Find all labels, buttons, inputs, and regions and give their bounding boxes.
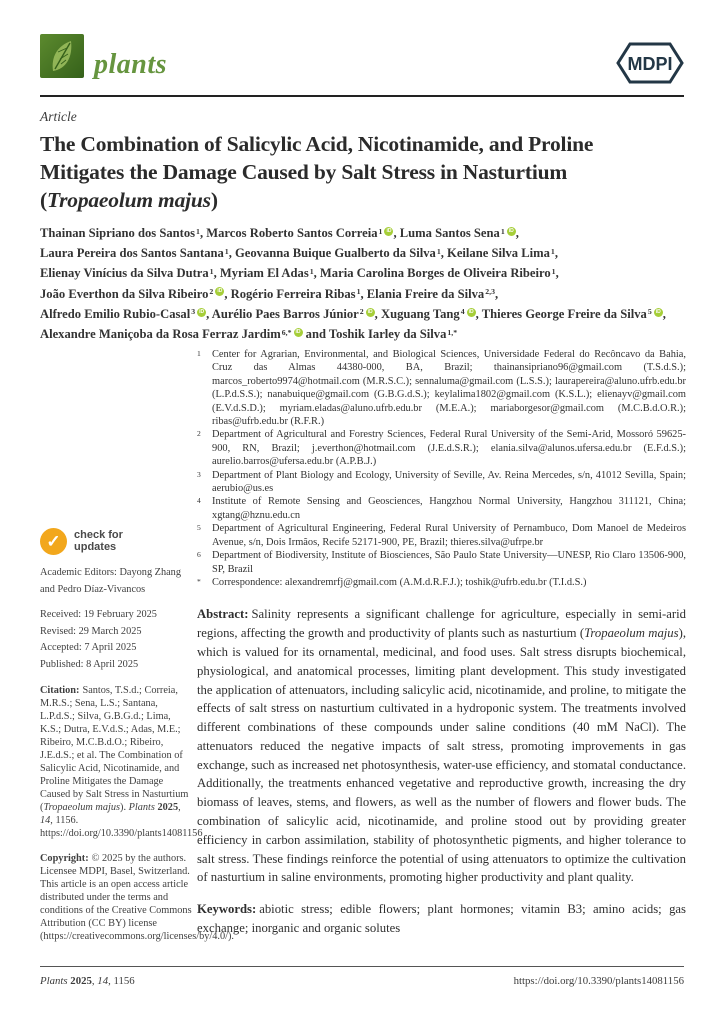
text-segment: 14 (97, 975, 109, 987)
badge-line2: updates (74, 540, 117, 553)
copyright-text: © 2025 by the authors. Licensee MDPI, Basel, Switzerland. This article is an open access article distributed under the terms and conditions of the Creative Commons Attribution (CC BY) license (https://creativecommons.org/licenses/by/4.0/). (40, 853, 234, 942)
author-affiliation-superscript: 1,* (447, 327, 458, 337)
author-affiliation-superscript: 1 (209, 266, 214, 276)
orcid-id-icon[interactable]: iD (655, 308, 661, 315)
citation-block (40, 684, 203, 840)
text-segment: , 1156 (108, 975, 135, 987)
author-affiliation-superscript: 1 (196, 226, 200, 236)
author-name: Thainan Sipriano dos Santos (40, 226, 196, 240)
orcid-id-icon[interactable]: iD (367, 308, 373, 315)
orcid-id-icon[interactable]: iD (508, 227, 514, 234)
date-label: Published: (40, 658, 87, 670)
author-name: João Everthon da Silva Ribeiro (40, 286, 209, 301)
affiliation-text: Department of Biodiversity, Institute of Biosciences, São Paulo State University—UNESP, Rio Claro 13506-900, SP, Brazil (212, 550, 686, 575)
author-name: Myriam El Adas (219, 266, 309, 281)
author-name: Luma Santos Sena (399, 226, 500, 240)
date-label: Accepted: (40, 642, 85, 653)
text-segment: Plants (128, 802, 155, 813)
author-name: Marcos Roberto Santos Correia (206, 226, 378, 240)
author-name: Alexandre Maniçoba da Rosa Ferraz Jardim (40, 327, 281, 342)
affiliation-item (197, 576, 686, 589)
author-affiliation-superscript: 1 (356, 287, 361, 297)
affiliation-item (197, 469, 686, 496)
orcid-id-icon[interactable]: iD (386, 227, 392, 234)
copyright-label: Copyright: (40, 853, 89, 864)
affiliation-item (197, 495, 686, 522)
author-affiliation-superscript: 2,3 (485, 287, 495, 297)
leaf-icon (40, 34, 84, 78)
author-affiliation-superscript: 3 (191, 307, 196, 317)
keywords-text: abiotic stress; edible flowers; plant hormones; vitamin B3; amino acids; gas exchange; inorganic and organic solutes (197, 902, 686, 936)
check-for-updates-label (74, 530, 123, 553)
author-name: Elienay Vinícius da Silva Dutra (40, 266, 209, 281)
affiliation-item (197, 348, 686, 428)
author-affiliation-superscript: 1 (436, 246, 441, 256)
affiliation-marker: * (197, 576, 201, 586)
text-segment: Tropaeolum majus (46, 188, 211, 212)
text-segment: 2025 (157, 802, 179, 813)
author-name: Xuguang Tang (380, 306, 460, 321)
affiliation-text: Department of Agricultural and Forestry Sciences, Federal Rural University of the Semi-Arid, Mossoró 59625-900, RN, Brazil; j.everthon@hotmail.com (J.E.d.S.R.); elania.silva@alunos.ufersa.edu.br (E.F.d.S.); aurelio.barros@ufersa.edu.br (A.P.B.J.) (212, 429, 686, 468)
journal-logo[interactable] (40, 34, 167, 78)
date-value: 7 April 2025 (84, 642, 137, 653)
orcid-id-icon[interactable]: iD (199, 308, 205, 315)
author-affiliation-superscript: 5 (647, 307, 652, 317)
text-segment: ) (210, 188, 218, 212)
text-segment: ( (40, 188, 47, 212)
footer-citation (40, 975, 135, 987)
author-affiliation-superscript: 6,* (281, 327, 292, 337)
author-name: Thieres George Freire da Silva (481, 306, 647, 321)
orcid-id-icon[interactable]: iD (468, 308, 474, 315)
affiliation-item (197, 428, 686, 468)
footer-doi-link[interactable]: https://doi.org/10.3390/plants14081156 (513, 975, 684, 987)
text-segment: Mitigates the Damage Caused by Salt Stress in Nasturtium (40, 160, 568, 184)
text-segment: Tropaeolum majus (584, 626, 679, 641)
affiliation-marker: 3 (197, 469, 201, 479)
citation-label: Citation: (40, 685, 80, 696)
text-segment: 14 (40, 815, 51, 826)
author-affiliation-superscript: 1 (224, 246, 229, 256)
footer (40, 975, 684, 987)
author-name: Laura Pereira dos Santos Santana (40, 246, 224, 261)
author-name: Aurélio Paes Barros Júnior (211, 306, 359, 321)
author-affiliation-superscript: 2 (359, 307, 364, 317)
author-affiliation-superscript: 4 (460, 307, 465, 317)
date-label: Revised: (40, 625, 79, 637)
history-date-line (40, 607, 192, 624)
text-segment: The Combination of Salicylic Acid, Nicotinamide, and Proline (40, 132, 594, 156)
affiliation-marker: 2 (197, 429, 201, 439)
header-rule (40, 95, 684, 97)
author-name: Elania Freire da Silva (366, 286, 485, 301)
affiliation-text: Institute of Remote Sensing and Geosciences, Hangzhou Normal University, Hangzhou 311121, China; xgtang@hznu.edu.cn (212, 496, 686, 521)
author-name: Geovanna Buique Gualberto da Silva (235, 246, 436, 261)
author-list: Thainan Sipriano dos Santos$^1$, Marcos Roberto Santos Correia$^1$ iD , Luma Santos Sena$^1$ iD , Laura Pereira dos Santos Santana$^1$, Geovanna Buique Gualberto da Silva$^1$, Keilane Silva Lima$^1$, Elienay Vinícius da Silva Dutra$^1$, Myriam El Adas$^1$, Maria Carolina Borges de Oliveira Ribeiro$^1$, João Everthon da Silva Ribeiro$^2$ iD , Rogério Ferreira Ribas$^1$, Elania Freire da Silva$^{2,3}$, Alfredo Emilio Rubio-Casal$^3$ iD , Aurélio Paes Barros Júnior$^2$ iD , Xuguang Tang$^4$ iD , Thieres George Freire da Silva$^5$ iD , Alexandre Maniçoba da Rosa Ferraz Jardim$^{6,*}$ iD and Toshik Iarley da Silva$^{1,*}$ (40, 226, 666, 342)
academic-editors: Academic Editors: Dayong Zhang and Pedro Díaz-Vivancos (40, 567, 181, 595)
check-for-updates-badge[interactable] (40, 528, 192, 555)
keywords-paragraph (197, 900, 686, 938)
affiliation-marker: 5 (197, 523, 201, 533)
affiliation-item (197, 522, 686, 549)
article-type-label: Article (40, 109, 77, 124)
abstract-label: Abstract: (197, 607, 249, 622)
abstract-text (197, 607, 686, 884)
text-segment: , (91, 975, 98, 987)
text-segment: , (178, 802, 181, 813)
author-affiliation-superscript: 2 (209, 287, 214, 297)
check-circle-icon: ✓ (40, 528, 67, 555)
text-segment: , 1156. https://doi.org/10.3390/plants14081156 (40, 815, 203, 839)
mdpi-hexagon-icon (616, 42, 684, 84)
text-segment: Tropaeolum majus (43, 802, 121, 813)
author-affiliation-superscript: 1 (551, 266, 556, 276)
author-affiliation-superscript: 1 (500, 226, 505, 236)
paper-title (40, 130, 690, 214)
mdpi-wordmark: MDPI (627, 54, 673, 74)
affiliation-marker: 4 (197, 496, 201, 506)
affiliation-text: Center for Agrarian, Environmental, and Biological Sciences, Universidade Federal do Recôncavo da Bahia, Cruz das Almas 44380-000, BA, Brazil; thainansipriano96@gmail.com (T.S.d.S.); marcos_roberto9974@hotmail.com (M.R.S.C.); sennaluma@gmail.com (L.S.S.); laurapereira@aluno.ufrb.edu.br (L.P.d.S.S.); nanabuique@gmail.com (G.B.G.d.S.); keylalima1802@gmail.com (K.S.L.); elienayv@gmail.com (E.V.d.S.D.); myriam.eladas@aluno.ufrb.edu.br (M.E.A.); mariaborgesor@gmail.com (M.C.B.d.O.R.); ribas@ufrb.edu.br (R.F.R.) (212, 349, 686, 428)
author-name: Rogério Ferreira Ribas (230, 286, 356, 301)
affiliation-list (197, 348, 686, 589)
history-dates (40, 607, 192, 673)
affiliation-marker: 6 (197, 550, 201, 560)
history-date-line (40, 624, 192, 641)
affiliation-marker: 1 (197, 349, 201, 358)
author-affiliation-superscript: 1 (550, 246, 555, 256)
mdpi-logo[interactable] (616, 42, 684, 89)
date-value: 19 February 2025 (83, 609, 157, 620)
affiliation-text: Department of Plant Biology and Ecology, University of Seville, Av. Reina Mercedes, s/n, 41012 Sevilla, Spain; aerubio@us.es (212, 469, 686, 495)
affiliation-text: Correspondence: alexandremrfj@gmail.com (A.M.d.R.F.J.); toshik@ufrb.edu.br (T.I.d.S.) (212, 576, 587, 588)
date-value: 8 April 2025 (86, 658, 139, 670)
history-date-line (40, 640, 192, 657)
keywords-label: Keywords: (197, 902, 257, 917)
abstract-paragraph (197, 605, 686, 887)
orcid-id-icon[interactable]: iD (217, 288, 223, 295)
badge-line1: check for (74, 529, 123, 541)
text-segment: ). (120, 802, 129, 813)
affiliation-text: Department of Agricultural Engineering, Federal Rural University of Pernambuco, Dom Manoel de Medeiros Avenue, s/n, Dois Irmãos, Recife 52171-900, PE, Brazil; thieres.silva@ufrpe.br (212, 523, 686, 548)
author-name: Keilane Silva Lima (447, 246, 550, 261)
author-affiliation-superscript: 1 (309, 266, 314, 276)
history-date-line (40, 657, 192, 674)
journal-name: plants (94, 49, 168, 80)
author-name: Maria Carolina Borges de Oliveira Ribeiro (319, 266, 551, 281)
author-affiliation-superscript: 1 (378, 226, 383, 236)
text-segment: Salinity represents a significant challenge for agriculture, especially in semi-arid regions, affecting the growth and productivity of plants such as nasturtium ( (197, 607, 686, 641)
date-label: Received: (40, 609, 84, 620)
author-name: Toshik Iarley da Silva (328, 327, 447, 342)
text-segment: ), which is valued for its ornamental, medicinal, and food uses. Salt stress disrupts biochemical, physiological, and anatomical processes, limiting plant development. This study investigated the application of attenuators, including salicylic acid, nicotinamide, and proline, to mitigate the effects of salt stress on nasturtium cultivated in a hydroponic system. The treatments involved different combinations of these compounds under saline conditions (40 mM NaCl). The attenuators reduced the negative impacts of salt stress, promoting improvements in gas exchange, such as increased net photosynthesis, water-use efficiency, and stomatal conductance. Additionally, the treatments enhanced vegetative and reproductive growth, increasing the dry biomass of leaves, stems, and flowers, as well as the number of flowers and flower buds. The combination of salicylic acid, nicotinamide, and proline stood out by providing greater efficiency in carbon assimilation, stability of photosynthetic pigments, and higher tolerance to salt stress. These findings reinforce the potential of using attenuators to optimize the cultivation of nasturtium in saline environments, promoting higher productivity and plant quality. (197, 626, 686, 885)
footer-rule (40, 966, 684, 967)
text-segment: 2025 (70, 975, 92, 987)
text-segment: Santos, T.S.d.; Correia, M.R.S.; Sena, L.S.; Santana, L.P.d.S.; Silva, G.B.G.d.; Lima, K.S.; Dutra, E.V.d.S.; Adas, M.E.; Ribeiro, M.C.B.d.O.; Ribeiro, J.E.d.S.; et al. The Combination of Salicylic Acid, Nicotinamide, and Proline Mitigates the Damage Caused by Salt Stress in Nasturtium ( (40, 685, 189, 813)
main-column (197, 348, 686, 938)
text-segment: Plants (40, 975, 68, 987)
citation-text (40, 685, 202, 839)
author-name: Alfredo Emilio Rubio-Casal (40, 306, 191, 321)
orcid-id-icon[interactable]: iD (295, 328, 301, 335)
affiliation-item (197, 549, 686, 576)
date-value: 29 March 2025 (78, 625, 142, 637)
